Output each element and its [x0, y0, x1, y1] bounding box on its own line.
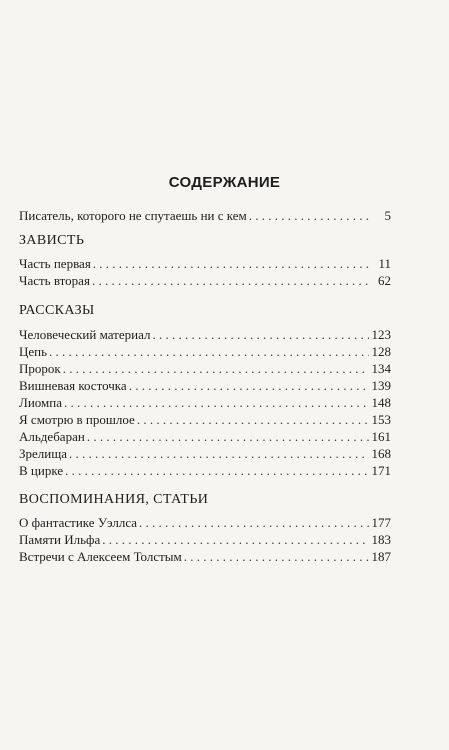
toc-entry-page: 62: [378, 273, 391, 288]
toc-entry-page: 123: [371, 327, 391, 342]
toc-entry: [19, 360, 391, 377]
toc-section-rasskazy: [19, 302, 391, 479]
toc-entry-title: Лиомпа: [19, 395, 62, 410]
leader-dots: [102, 531, 369, 548]
toc-entry: [19, 207, 391, 224]
leader-dots: [137, 411, 369, 428]
toc-entry-page: 5: [384, 208, 391, 223]
toc-entry-title: Встречи с Алексеем Толстым: [19, 549, 182, 564]
toc-entry-page: 183: [371, 532, 391, 547]
toc-entry: [19, 428, 391, 445]
toc-entry: [19, 394, 391, 411]
leader-dots: [63, 360, 369, 377]
toc-entry-page: 177: [371, 515, 391, 530]
toc-entry-page: 11: [378, 256, 391, 271]
toc-entry-title: Я смотрю в прошлое: [19, 412, 135, 427]
toc-entry: [19, 548, 391, 565]
toc-entry-page: 153: [371, 412, 391, 427]
toc-entry-page: 171: [371, 463, 391, 478]
leader-dots: [49, 343, 369, 360]
page-title: СОДЕРЖАНИЕ: [168, 174, 281, 191]
toc-entry-title: Часть вторая: [19, 273, 90, 288]
toc-section-zavist: [19, 232, 391, 289]
toc-entry-title: Цепь: [19, 344, 48, 359]
leader-dots: [139, 514, 369, 531]
toc-entry: [19, 377, 391, 394]
toc-entry-title: Памяти Ильфа: [19, 532, 101, 547]
leader-dots: [184, 548, 369, 565]
section-heading: ВОСПОМИНАНИЯ, СТАТЬИ: [19, 492, 209, 507]
leader-dots: [92, 272, 369, 289]
leader-dots: [87, 428, 369, 445]
leader-dots: [64, 394, 369, 411]
section-heading: ЗАВИСТЬ: [19, 233, 85, 248]
toc-entry-page: 128: [371, 344, 391, 359]
leader-dots: [129, 377, 369, 394]
toc-entry: [19, 343, 391, 360]
toc-entry: [19, 514, 391, 531]
toc-entry: [19, 445, 391, 462]
toc-entry: [19, 255, 391, 272]
toc-entry: [19, 326, 391, 343]
leader-dots: [93, 255, 369, 272]
toc-entry-title: О фантастике Уэллса: [19, 515, 138, 530]
toc-entry: [19, 531, 391, 548]
toc-entry-title: Пророк: [19, 361, 61, 376]
toc-entry-title: Зрелища: [19, 446, 68, 461]
toc-entry: [19, 411, 391, 428]
leader-dots: [69, 445, 369, 462]
toc-entry-page: 168: [371, 446, 391, 461]
toc-entry-title: Писатель, которого не спутаешь ни с кем: [19, 208, 247, 223]
toc-section-vospominaniya: [19, 491, 391, 565]
toc-intro: [19, 207, 391, 224]
leader-dots: [65, 462, 369, 479]
toc-entry-title: Часть первая: [19, 256, 91, 271]
toc-entry: [19, 462, 391, 479]
toc-entry: [19, 272, 391, 289]
leader-dots: [249, 207, 369, 224]
toc-entry-page: 134: [371, 361, 391, 376]
toc-entry-title: Вишневая косточка: [19, 378, 127, 393]
toc-entry-title: Человеческий материал: [19, 327, 151, 342]
toc-entry-page: 139: [371, 378, 391, 393]
toc-entry-page: 161: [371, 429, 391, 444]
toc-entry-title: В цирке: [19, 463, 64, 478]
section-heading: РАССКАЗЫ: [19, 303, 95, 318]
toc-entry-title: Альдебаран: [19, 429, 85, 444]
leader-dots: [152, 326, 369, 343]
toc-entry-page: 148: [371, 395, 391, 410]
toc-entry-page: 187: [371, 549, 391, 564]
